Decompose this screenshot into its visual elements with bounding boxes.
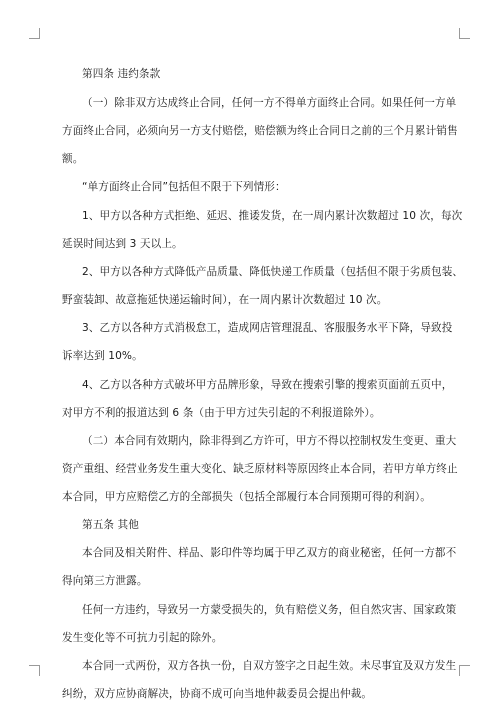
crop-mark-bottom-right [459,665,470,676]
article5-title: 第五条 其他 [82,519,139,531]
article5-p3-line1: 本合同一式两份，双方各执一份，自双方签字之日起生效。未尽事宜及双方发生 [82,660,457,672]
article4-title: 第四条 违约条款 [82,68,161,80]
item2-line1: 2、甲方以各种方式降低产品质量、降低快递工作质量（包括但不限于劣质包装、 [82,266,464,278]
article4-p3-line1: （二）本合同有效期内，除非得到乙方许可，甲方不得以控制权发生变更、重大 [82,435,457,447]
article4-p1-line2: 方面终止合同，必须向另一方支付赔偿，赔偿额为终止合同日之前的三个月累计销售 [62,125,458,137]
article4-p2: “单方面终止合同”包括但不限于下列情形： [82,181,286,193]
article5-p3-line2: 纠纷，双方应协商解决，协商不成可向当地仲裁委员会提出仲裁。 [62,688,373,700]
article5-p1-line1: 本合同及相关附件、样品、影印件等均属于甲乙双方的商业秘密，任何一方都不 [82,547,457,559]
article4-p3-line2: 资产重组、经营业务发生重大变化、缺乏原材料等原因终止本合同，若甲方单方终止 [62,463,458,475]
article4-p1-line1: （一）除非双方达成终止合同，任何一方不得单方面终止合同。如果任何一方单 [82,97,457,109]
article5-p2-line1: 任何一方违约，导致另一方蒙受损失的，负有赔偿义务，但自然灾害、国家政策 [82,604,457,616]
item2-line2: 野蛮装卸、故意拖延快递运输时间），在一周内累计次数超过 10 次。 [62,294,388,306]
item4-line1: 4、乙方以各种方式破坏甲方品牌形象，导致在搜索引擎的搜索页面前五页中， [82,379,453,391]
item3-line2: 诉率达到 10%。 [62,350,143,362]
item1-line2: 延误时间达到 3 天以上。 [62,238,183,250]
item1-line1: 1、甲方以各种方式拒绝、延迟、推诿发货，在一周内累计次数超过 10 次，每次 [82,210,463,222]
article5-p2-line2: 发生变化等不可抗力引起的除外。 [62,632,223,644]
article5-p1-line2: 得向第三方泄露。 [62,575,148,587]
item3-line1: 3、乙方以各种方式消极怠工，造成网店管理混乱、客服服务水平下降，导致投 [82,322,453,334]
item4-line2: 对甲方不利的报道达到 6 条（由于甲方过失引起的不利报道除外）。 [62,407,381,419]
crop-mark-bottom-left [29,665,40,676]
crop-mark-top-right [459,28,470,39]
article4-p1-line3: 额。 [62,153,84,165]
crop-mark-top-left [29,28,40,39]
article4-p3-line3: 本合同，甲方应赔偿乙方的全部损失（包括全部履行本合同预期可得的利润）。 [62,491,431,503]
